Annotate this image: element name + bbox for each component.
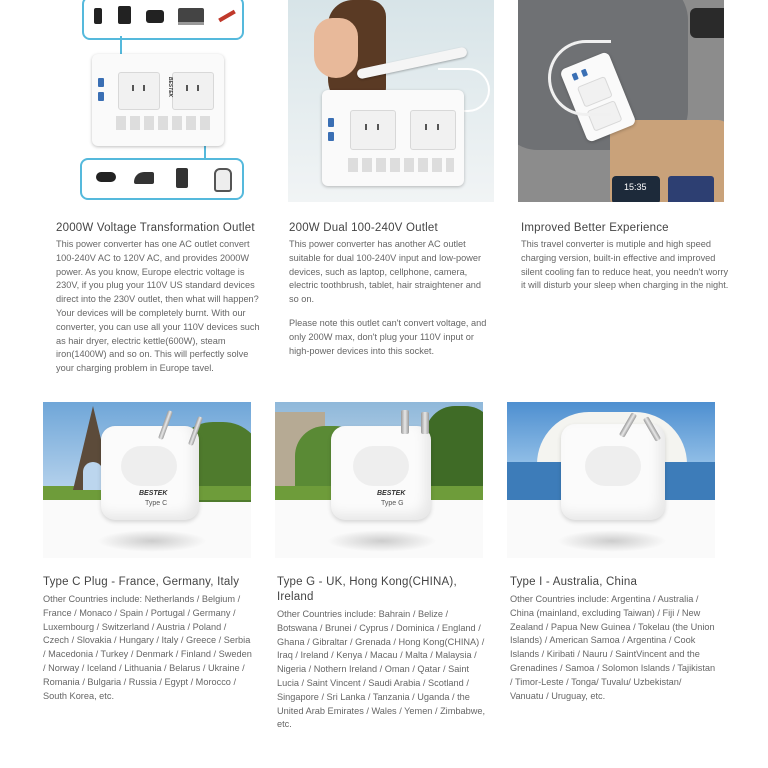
- usb-port: [98, 92, 104, 101]
- iron-icon: [134, 172, 154, 184]
- feature-title: 200W Dual 100-240V Outlet: [289, 222, 438, 234]
- coffee-maker-icon: [176, 168, 188, 188]
- compatible-devices-box: [82, 0, 244, 40]
- feature-description: This power converter has another AC outlet suitable for dual 100-240V input and low-power devices, such as laptop, cellphone, camera, electric toothbrush, tablet, hair straightener and so on.: [289, 239, 482, 305]
- plug-prong: [421, 412, 429, 434]
- adapter-type-c: [101, 426, 199, 520]
- tablet-icon: [118, 6, 131, 24]
- phone-icon: [94, 8, 102, 24]
- plug-countries: Other Countries include: Bahrain / Belize / Botswana / Brunei / Cyprus / Dominica / England / Ghana / Gibraltar / Grenada / Hong Kong(CHINA) / Iraq / Ireland / Kenya / Macau / Malta / Malaysia / Nigeria / Nothern Ireland / Oman / Qatar / Saint Lucia / Saint Vincent / Saudi Arabia / Scotland / Singapore / Sri Lanka / Tanzania / Uganda / the United Arab Emirates / Wales / Yemen / Zimbabwe, etc.: [277, 609, 485, 730]
- toothbrush-icon: [218, 10, 236, 22]
- trees: [425, 406, 483, 496]
- adapter-type-i: [561, 424, 665, 520]
- appliances-box: [80, 158, 244, 200]
- outlet-right: [172, 72, 214, 110]
- usb-port: [98, 78, 104, 87]
- woman-hair-straightener-image: [288, 0, 494, 202]
- plug-title: Type I - Australia, China: [510, 576, 638, 588]
- feature-description: This travel converter is mutiple and high speed charging version, built-in effective and improved silent cooling fan to reduce heat, you needn't worry it will disturb your sleep when charging in the night.: [521, 239, 729, 291]
- adapter-type-label: Type G: [381, 500, 404, 507]
- usb-port: [328, 132, 334, 141]
- type-c-plug-image: [43, 402, 251, 558]
- clock-time: 15:35: [624, 182, 647, 192]
- usb-port: [328, 118, 334, 127]
- type-g-plug-image: [275, 402, 483, 558]
- woman-face: [314, 18, 358, 78]
- plug-title: Type G - UK, Hong Kong(CHINA), Ireland: [277, 576, 457, 603]
- feature-note: Please note this outlet can't convert voltage, and only 200W max, don't plug your 110V input or high-power devices into this socket.: [289, 318, 487, 356]
- plug-title: Type C Plug - France, Germany, Italy: [43, 576, 240, 588]
- plug-countries: Other Countries include: Netherlands / Belgium / France / Monaco / Spain / Portugal / Germany / Luxembourg / Switzerland / Austria / Poland / Czech / Slovakia / Hungary / Italy / Greece / Serbia / Macedonia / Turkey / Denmark / Finland / Sweden / Norway / Iceland / Lithuania / Belarus / Ukraine / Romania / Bulgaria / Russia / Egypt / Morocco / South Korea, etc.: [43, 594, 252, 701]
- adapter-type-label: Type C: [145, 500, 168, 507]
- plug-countries: Other Countries include: Argentina / Australia / China (mainland, excluding Taiwan) / Fiji / New Zealand / Papua New Guinea / Tokelau (the Union Islands) / American Samoa / Argentina / Cook Islands / Kiribati / Nauru / SaintVincent and the Grenadines / Samoa / Solomon Islands / Tajikistan / Timor-Leste / Tonga/ Tuvalu/ Uzbekistan/ Vanuatu / Uruguay, etc.: [510, 594, 716, 701]
- power-converter: [92, 54, 224, 146]
- feature-title: 2000W Voltage Transformation Outlet: [56, 222, 255, 234]
- laptop-icon: [178, 8, 204, 25]
- adapter-type-g: [331, 426, 431, 520]
- power-converter: [322, 90, 464, 186]
- camera-icon: [690, 8, 724, 38]
- converter-brand: BESTEK: [167, 76, 174, 98]
- camera-icon: [146, 10, 164, 23]
- travel-bag-image: [518, 0, 724, 202]
- outlet-left: [118, 72, 160, 110]
- feature-description: This power converter has one AC outlet convert 100-240V AC to 120V AC, and provides 2000W power. As you know, Europe electric voltage is 230V, if you plug your 110V US standard devices direct into the 230V outlet, then what will happen? Your devices will be completely burnt. With our converter, you can use all your 110V devices such as hair dryer, electric kettle(600W), steam iron(1400W) and so on. This will perfectly solve your charging problem in Europe tavel.: [56, 239, 260, 374]
- hair-dryer-icon: [96, 172, 116, 182]
- adapter-brand: BESTEK: [139, 490, 168, 497]
- type-i-plug-image: [507, 402, 715, 558]
- adapter-brand: BESTEK: [377, 490, 406, 497]
- feature-title: Improved Better Experience: [521, 222, 669, 234]
- plug-prong: [401, 410, 409, 434]
- converter-device-icons-image: [56, 0, 264, 202]
- kettle-icon: [214, 168, 232, 192]
- passport-icon: [668, 176, 714, 202]
